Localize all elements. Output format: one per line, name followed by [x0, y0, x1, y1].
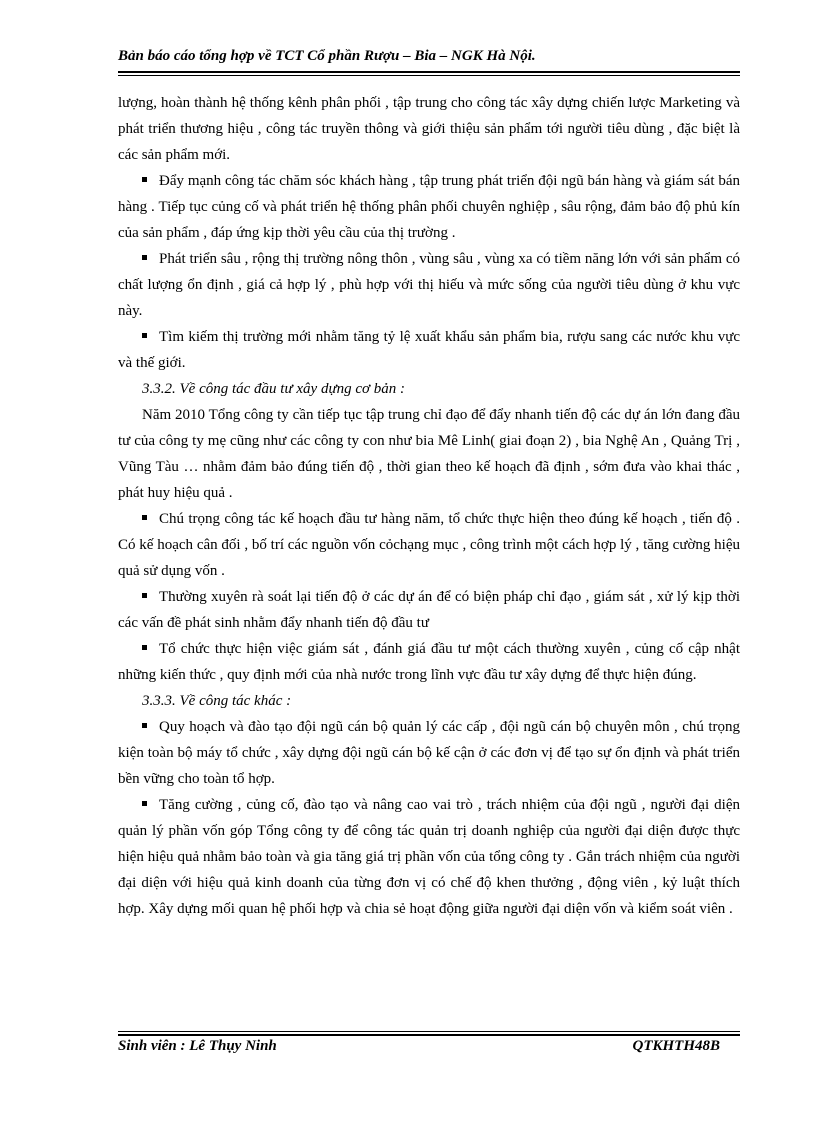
section-heading-3-3-3: 3.3.3. Về công tác khác :: [142, 693, 292, 709]
bullet-item: Đẩy mạnh công tác chăm sóc khách hàng , tập trung phát triển đội ngũ bán hàng và giám sát bán hàng . Tiếp tục củng cố và phát triển hệ thống phân phối chuyên nghiệp , sâu rộng, đảm bảo độ phủ kín của sản phẩm , đáp ứng kịp thời yêu cầu của thị trường .: [118, 173, 740, 241]
square-bullet-icon: [142, 255, 147, 260]
bullet-item: Tổ chức thực hiện việc giám sát , đánh giá đầu tư một cách thường xuyên , củng cố cập nhật những kiến thức , quy định mới của nhà nước trong lĩnh vực đầu tư xây dựng để thực hiện đúng.: [118, 641, 740, 683]
footer-student-name: Sinh viên : Lê Thụy Ninh: [118, 1038, 277, 1054]
bullet-item: Thường xuyên rà soát lại tiến độ ở các dự án để có biện pháp chỉ đạo , giám sát , xử lý kịp thời các vấn đề phát sinh nhằm đẩy nhanh tiến độ đầu tư: [118, 589, 740, 631]
footer-rule-thin: [118, 1031, 740, 1032]
bullet-item: Tìm kiếm thị trường mới nhằm tăng tỷ lệ xuất khẩu sản phẩm bia, rượu sang các nước khu vực và thế giới.: [118, 329, 740, 371]
page-header-title: Bản báo cáo tổng hợp về TCT Cổ phần Rượu – Bia – NGK Hà Nội.: [118, 48, 536, 64]
bullet-item: Phát triển sâu , rộng thị trường nông thôn , vùng sâu , vùng xa có tiềm năng lớn với sản phẩm có chất lượng ổn định , giá cả hợp lý , phù hợp với thị hiếu và mức sống của người tiêu dùng ở khu vực này.: [118, 251, 740, 319]
bullet-item: Chú trọng công tác kế hoạch đầu tư hàng năm, tổ chức thực hiện theo đúng kế hoạch , tiến độ . Có kế hoạch cân đối , bố trí các nguồn vốn cỏchạng mục , công trình một cách hợp lý , tăng cường hiệu quả sử dụng vốn .: [118, 511, 740, 579]
square-bullet-icon: [142, 515, 147, 520]
bullet-item: Quy hoạch và đào tạo đội ngũ cán bộ quản lý các cấp , đội ngũ cán bộ chuyên môn , chú trọng kiện toàn bộ máy tổ chức , xây dựng đội ngũ cán bộ kế cận ở các đơn vị để tạo sự ổn định và phát triển bền vững cho toàn tổ hợp.: [118, 719, 740, 787]
footer-rule: [118, 1034, 740, 1036]
header-rule: [118, 71, 740, 73]
header-rule-thin: [118, 75, 740, 76]
square-bullet-icon: [142, 333, 147, 338]
paragraph-investment: Năm 2010 Tổng công ty cần tiếp tục tập trung chỉ đạo để đẩy nhanh tiến độ các dự án lớn đang đầu tư của công ty mẹ cũng như các công ty con như bia Mê Linh( giai đoạn 2) , bia Nghệ An , Quảng Trị , Vũng Tàu … nhằm đảm bảo đúng tiến độ , thời gian theo kế hoạch đã định , sớm đưa vào khai thác , phát huy hiệu quả .: [118, 407, 740, 501]
square-bullet-icon: [142, 177, 147, 182]
square-bullet-icon: [142, 801, 147, 806]
footer-class-code: QTKHTH48B: [632, 1038, 720, 1054]
section-heading-3-3-2: 3.3.2. Về công tác đầu tư xây dựng cơ bản :: [142, 381, 406, 397]
bullet-item: Tăng cường , củng cố, đào tạo và nâng cao vai trò , trách nhiệm của đội ngũ , người đại diện quản lý phần vốn góp Tổng công ty để công tác quản trị doanh nghiệp của người đại diện được thực hiện hiệu quả nhằm bảo toàn và gia tăng giá trị phần vốn của tổng công ty . Gắn trách nhiệm của người đại diện với hiệu quả kinh doanh của từng đơn vị có chế độ khen thưởng , động viên , kỷ luật thích hợp. Xây dựng mối quan hệ phối hợp và chia sẻ hoạt động giữa người đại diện vốn và kiểm soát viên .: [118, 797, 740, 917]
paragraph-intro: lượng, hoàn thành hệ thống kênh phân phối , tập trung cho công tác xây dựng chiến lược Marketing và phát triển thương hiệu , công tác truyền thông và giới thiệu sản phẩm tới người tiêu dùng , đặc biệt là các sản phẩm mới.: [118, 95, 740, 163]
square-bullet-icon: [142, 723, 147, 728]
document-body: [118, 90, 740, 922]
square-bullet-icon: [142, 645, 147, 650]
square-bullet-icon: [142, 593, 147, 598]
